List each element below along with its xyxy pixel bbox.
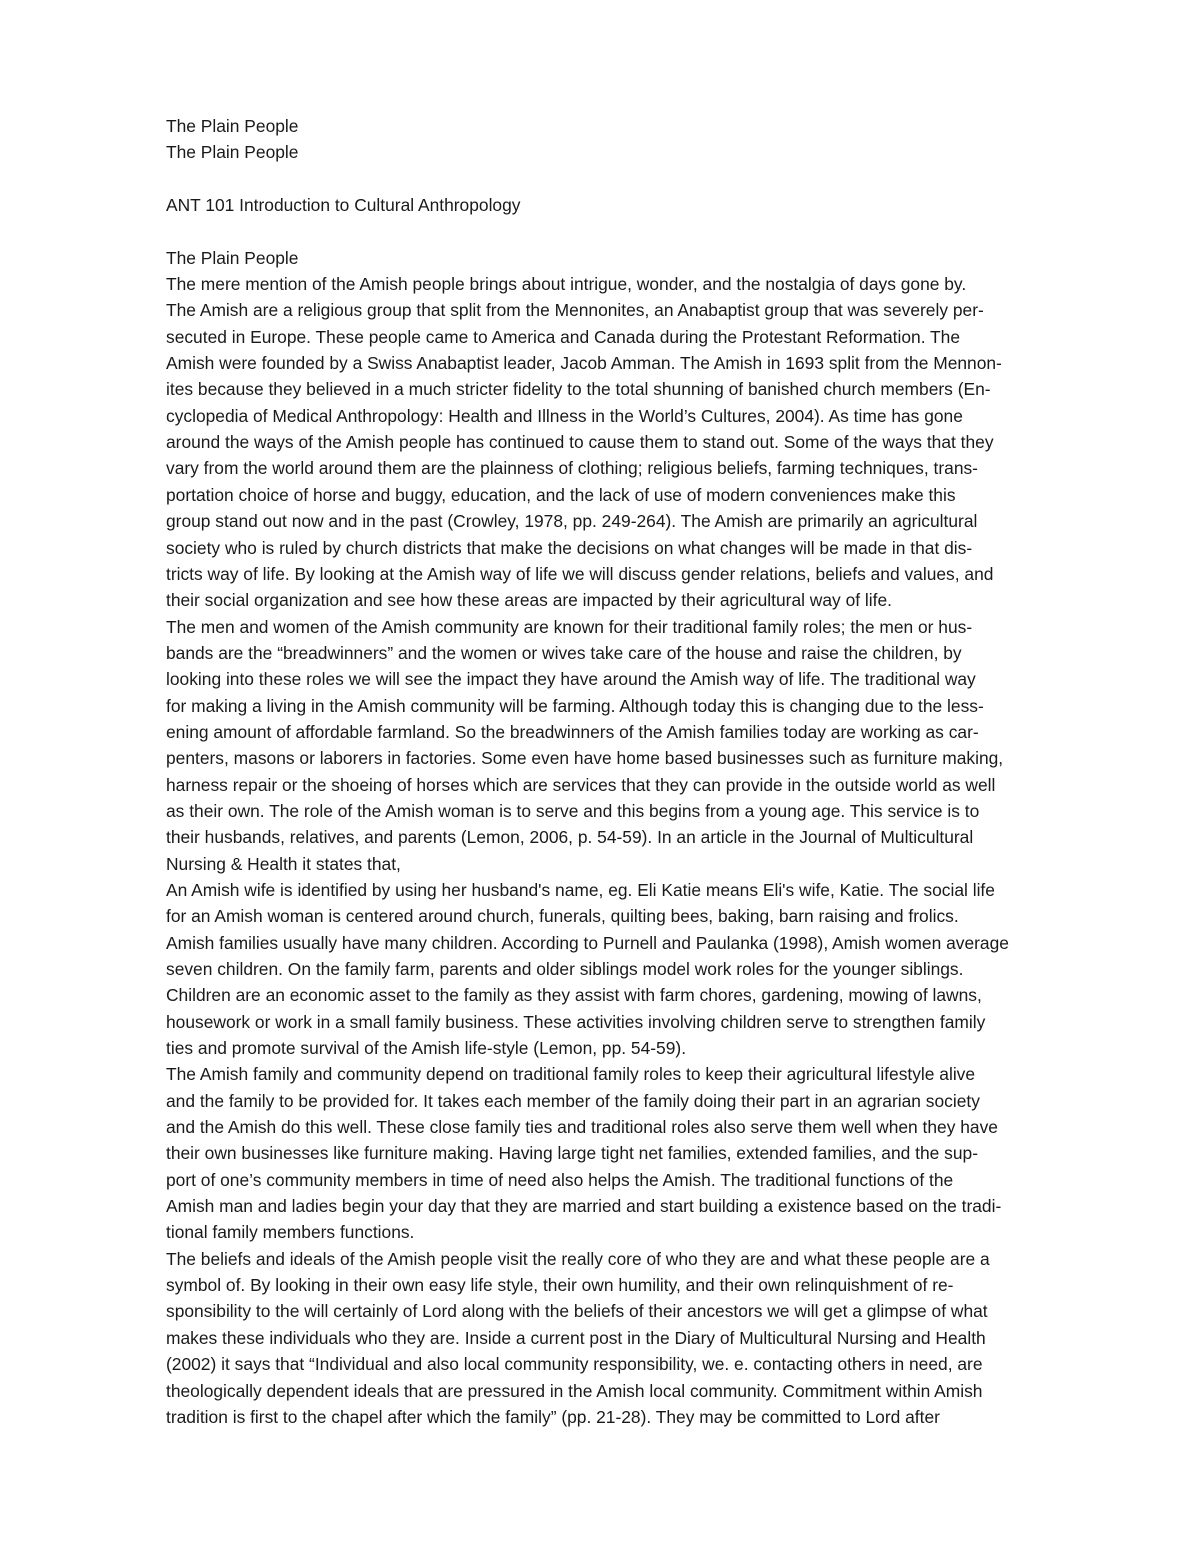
body-line: bands are the “breadwinners” and the women or wives take care of the house and raise the children, by (166, 642, 962, 663)
body-line: ites because they believed in a much stricter fidelity to the total shunning of banished church members (En- (166, 379, 991, 400)
blank-line (166, 218, 1126, 244)
body-line: housework or work in a small family business. These activities involving children serve to strengthen family (166, 1011, 986, 1032)
body-line: makes these individuals who they are. Inside a current post in the Diary of Multicultural Nursing and Health (166, 1327, 986, 1348)
body-line: The beliefs and ideals of the Amish people visit the really core of who they are and what these people are a (166, 1248, 990, 1269)
body-line: for an Amish woman is centered around church, funerals, quilting bees, baking, barn raising and frolics. (166, 906, 959, 927)
body-line: Amish families usually have many children. According to Purnell and Paulanka (1998), Amish women average (166, 932, 1009, 953)
body-line: (2002) it says that “Individual and also local community responsibility, we. e. contacting others in need, are (166, 1354, 983, 1375)
body-line: their husbands, relatives, and parents (Lemon, 2006, p. 54-59). In an article in the Journal of Multicultural (166, 827, 974, 848)
body-line: The Amish family and community depend on traditional family roles to keep their agricultural lifestyle alive (166, 1064, 976, 1085)
body-line: tradition is first to the chapel after which the family” (pp. 21-28). They may be committed to Lord after (166, 1406, 940, 1427)
body-line: portation choice of horse and buggy, education, and the lack of use of modern conveniences make this (166, 484, 956, 505)
body-line: Amish man and ladies begin your day that they are married and start building a existence based on the tradi- (166, 1196, 1002, 1217)
body-line: vary from the world around them are the plainness of clothing; religious beliefs, farming techniques, trans- (166, 458, 978, 479)
document-text (166, 113, 1126, 1430)
body-line: and the family to be provided for. It takes each member of the family doing their part in an agrarian society (166, 1090, 980, 1111)
body-line: port of one’s community members in time of need also helps the Amish. The traditional functions of the (166, 1169, 954, 1190)
body-line: secuted in Europe. These people came to America and Canada during the Protestant Reformation. The (166, 326, 961, 347)
body-line: harness repair or the shoeing of horses which are services that they can provide in the outside world as well (166, 774, 996, 795)
title-line-1: The Plain People (166, 116, 299, 136)
body-line: cyclopedia of Medical Anthropology: Health and Illness in the World’s Cultures, 2004). As time has gone (166, 405, 963, 426)
body-line: ening amount of affordable farmland. So the breadwinners of the Amish families today are working as car- (166, 721, 979, 742)
body-line: The mere mention of the Amish people brings about intrigue, wonder, and the nostalgia of days gone by. (166, 274, 967, 295)
body-line: tricts way of life. By looking at the Amish way of life we will discuss gender relations, beliefs and values, and (166, 563, 994, 584)
body-line: seven children. On the family farm, parents and older siblings model work roles for the younger siblings. (166, 959, 964, 979)
body-line: for making a living in the Amish community will be farming. Although today this is changing due to the less- (166, 695, 984, 716)
body-line: ties and promote survival of the Amish life-style (Lemon, pp. 54-59). (166, 1038, 687, 1059)
body-line: as their own. The role of the Amish woman is to serve and this begins from a young age. This service is to (166, 800, 980, 821)
essay-heading: The Plain People (166, 247, 299, 268)
body-line: sponsibility to the will certainly of Lord along with the beliefs of their ancestors we will get a glimpse of what (166, 1301, 988, 1322)
body-line: Nursing & Health it states that, (166, 853, 401, 874)
body-line: The Amish are a religious group that split from the Mennonites, an Anabaptist group that was severely per- (166, 300, 984, 321)
course-title: ANT 101 Introduction to Cultural Anthropology (166, 195, 521, 216)
body-line: The men and women of the Amish community are known for their traditional family roles; the men or hus- (166, 616, 973, 637)
body-line: and the Amish do this well. These close family ties and traditional roles also serve them well when they have (166, 1117, 998, 1138)
body-line: group stand out now and in the past (Crowley, 1978, pp. 249-264). The Amish are primarily an agricultural (166, 511, 978, 532)
body-line: penters, masons or laborers in factories. Some even have home based businesses such as furniture making, (166, 748, 1004, 769)
essay-body (166, 271, 1126, 1430)
body-line: society who is ruled by church districts that make the decisions on what changes will be made in that dis- (166, 537, 973, 558)
body-line: their social organization and see how these areas are impacted by their agricultural way of life. (166, 590, 892, 611)
body-line: symbol of. By looking in their own easy life style, their own humility, and their own relinquishment of re- (166, 1275, 954, 1296)
body-line: looking into these roles we will see the impact they have around the Amish way of life. The traditional way (166, 669, 976, 690)
body-line: Children are an economic asset to the family as they assist with farm chores, gardening, mowing of lawns, (166, 985, 982, 1006)
body-line: Amish were founded by a Swiss Anabaptist leader, Jacob Amman. The Amish in 1693 split from the Mennon- (166, 353, 1002, 374)
body-line: tional family members functions. (166, 1222, 415, 1243)
body-line: theologically dependent ideals that are pressured in the Amish local community. Commitment within Amish (166, 1380, 983, 1401)
body-line: around the ways of the Amish people has continued to cause them to stand out. Some of the ways that they (166, 432, 994, 453)
blank-line (166, 166, 1126, 192)
body-line: their own businesses like furniture making. Having large tight net families, extended families, and the sup- (166, 1143, 978, 1164)
body-line: An Amish wife is identified by using her husband's name, eg. Eli Katie means Eli's wife, Katie. The social life (166, 879, 995, 900)
title-line-2: The Plain People (166, 142, 299, 163)
